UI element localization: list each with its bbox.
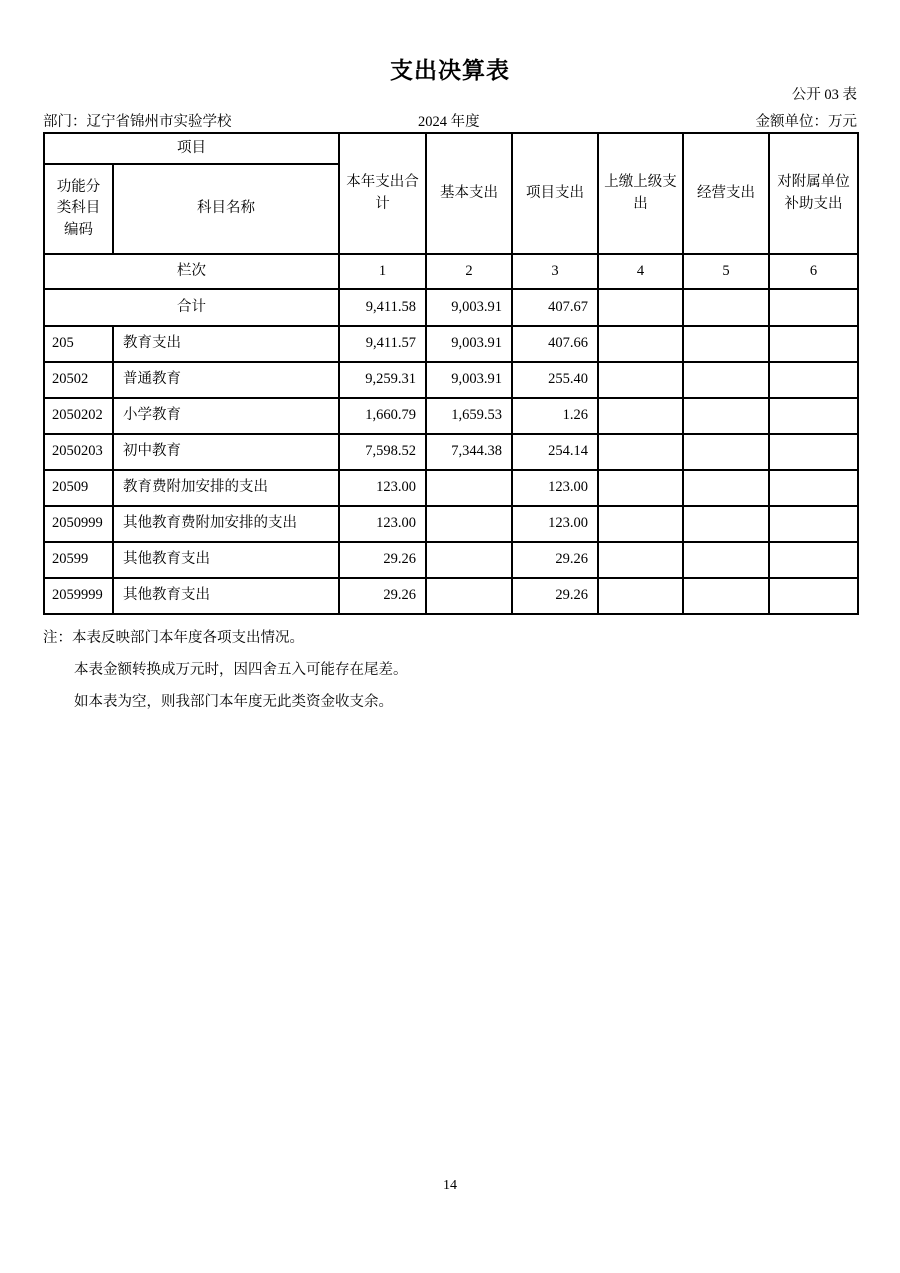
- function-code-header-cell: 功能分类科目编码: [44, 164, 113, 254]
- footnote-line: 注：本表反映部门本年度各项支出情况。: [43, 630, 304, 646]
- cell-value: [426, 578, 512, 614]
- column-header-basic: 基本支出: [426, 133, 512, 254]
- subject-name: 普通教育: [113, 362, 339, 398]
- cell-value: 9,411.57: [339, 326, 426, 362]
- total-value: 407.67: [512, 289, 598, 326]
- meta-row: [43, 110, 857, 130]
- cell-value: 123.00: [339, 506, 426, 542]
- cell-value: [683, 398, 769, 434]
- cell-value: [683, 542, 769, 578]
- column-index-row: [44, 254, 858, 289]
- cell-value: [426, 506, 512, 542]
- project-header-cell: 项目: [44, 133, 339, 164]
- subject-name: 小学教育: [113, 398, 339, 434]
- column-index-2: 2: [426, 254, 512, 289]
- footnote-line: 本表金额转换成万元时，因四舍五入可能存在尾差。: [74, 662, 408, 678]
- cell-value: 7,598.52: [339, 434, 426, 470]
- cell-value: [683, 362, 769, 398]
- cell-value: [598, 326, 683, 362]
- cell-value: 9,003.91: [426, 326, 512, 362]
- table-row: [44, 542, 858, 578]
- column-index-4: 4: [598, 254, 683, 289]
- table-row: [44, 398, 858, 434]
- cell-value: 1,659.53: [426, 398, 512, 434]
- cell-value: 29.26: [512, 578, 598, 614]
- subject-name-header-cell: 科目名称: [113, 164, 339, 254]
- cell-value: 1.26: [512, 398, 598, 434]
- cell-value: 29.26: [512, 542, 598, 578]
- form-number-label: 公开 03 表: [791, 87, 857, 103]
- column-header-project-expense: 项目支出: [512, 133, 598, 254]
- function-code: 205: [44, 326, 113, 362]
- function-code: 2050202: [44, 398, 113, 434]
- table-row: [44, 326, 858, 362]
- cell-value: [683, 506, 769, 542]
- page-title: 支出决算表: [390, 58, 510, 83]
- cell-value: [426, 470, 512, 506]
- cell-value: 1,660.79: [339, 398, 426, 434]
- fiscal-year-label: 2024 年度: [418, 114, 480, 130]
- cell-value: [598, 398, 683, 434]
- total-value: [683, 289, 769, 326]
- cell-value: 9,259.31: [339, 362, 426, 398]
- cell-value: [683, 470, 769, 506]
- cell-value: [683, 434, 769, 470]
- cell-value: [598, 362, 683, 398]
- subject-name: 其他教育支出: [113, 578, 339, 614]
- cell-value: 9,003.91: [426, 362, 512, 398]
- cell-value: [683, 578, 769, 614]
- cell-value: [769, 470, 858, 506]
- subject-name: 其他教育支出: [113, 542, 339, 578]
- column-header-subsidy: 对附属单位补助支出: [769, 133, 858, 254]
- cell-value: [769, 578, 858, 614]
- cell-value: [769, 506, 858, 542]
- department-label: 部门：辽宁省锦州市实验学校: [43, 114, 232, 130]
- cell-value: [598, 470, 683, 506]
- function-code: 20599: [44, 542, 113, 578]
- cell-value: 123.00: [512, 506, 598, 542]
- cell-value: [426, 542, 512, 578]
- column-index-label: 栏次: [44, 254, 339, 289]
- cell-value: 407.66: [512, 326, 598, 362]
- total-value: 9,003.91: [426, 289, 512, 326]
- table-row: [44, 470, 858, 506]
- subject-name: 教育支出: [113, 326, 339, 362]
- cell-value: 7,344.38: [426, 434, 512, 470]
- function-code: 20502: [44, 362, 113, 398]
- cell-value: 29.26: [339, 542, 426, 578]
- cell-value: 254.14: [512, 434, 598, 470]
- footnote-line: 如本表为空，则我部门本年度无此类资金收支余。: [74, 694, 393, 710]
- column-index-1: 1: [339, 254, 426, 289]
- subject-name: 教育费附加安排的支出: [113, 470, 339, 506]
- cell-value: [683, 326, 769, 362]
- cell-value: [769, 398, 858, 434]
- column-header-upward: 上缴上级支出: [598, 133, 683, 254]
- cell-value: [598, 506, 683, 542]
- cell-value: 123.00: [339, 470, 426, 506]
- cell-value: 29.26: [339, 578, 426, 614]
- cell-value: [598, 542, 683, 578]
- total-value: 9,411.58: [339, 289, 426, 326]
- expenditure-table: [43, 132, 859, 615]
- table-row: [44, 506, 858, 542]
- amount-unit-label: 金额单位：万元: [755, 114, 857, 130]
- table-row: [44, 362, 858, 398]
- cell-value: [769, 326, 858, 362]
- column-header-operating: 经营支出: [683, 133, 769, 254]
- footnotes: [43, 622, 857, 718]
- total-value: [769, 289, 858, 326]
- table-row: [44, 434, 858, 470]
- total-value: [598, 289, 683, 326]
- subject-name: 其他教育费附加安排的支出: [113, 506, 339, 542]
- cell-value: [598, 578, 683, 614]
- function-code: 2050203: [44, 434, 113, 470]
- column-index-5: 5: [683, 254, 769, 289]
- total-row: [44, 289, 858, 326]
- header-row-project: [44, 133, 858, 164]
- cell-value: [769, 362, 858, 398]
- function-code: 20509: [44, 470, 113, 506]
- total-label: 合计: [44, 289, 339, 326]
- column-index-6: 6: [769, 254, 858, 289]
- subject-name: 初中教育: [113, 434, 339, 470]
- cell-value: [769, 434, 858, 470]
- cell-value: [598, 434, 683, 470]
- table-row: [44, 578, 858, 614]
- function-code: 2050999: [44, 506, 113, 542]
- cell-value: 123.00: [512, 470, 598, 506]
- cell-value: 255.40: [512, 362, 598, 398]
- column-index-3: 3: [512, 254, 598, 289]
- cell-value: [769, 542, 858, 578]
- column-header-total: 本年支出合计: [339, 133, 426, 254]
- function-code: 2059999: [44, 578, 113, 614]
- page-number: 14: [443, 1178, 457, 1193]
